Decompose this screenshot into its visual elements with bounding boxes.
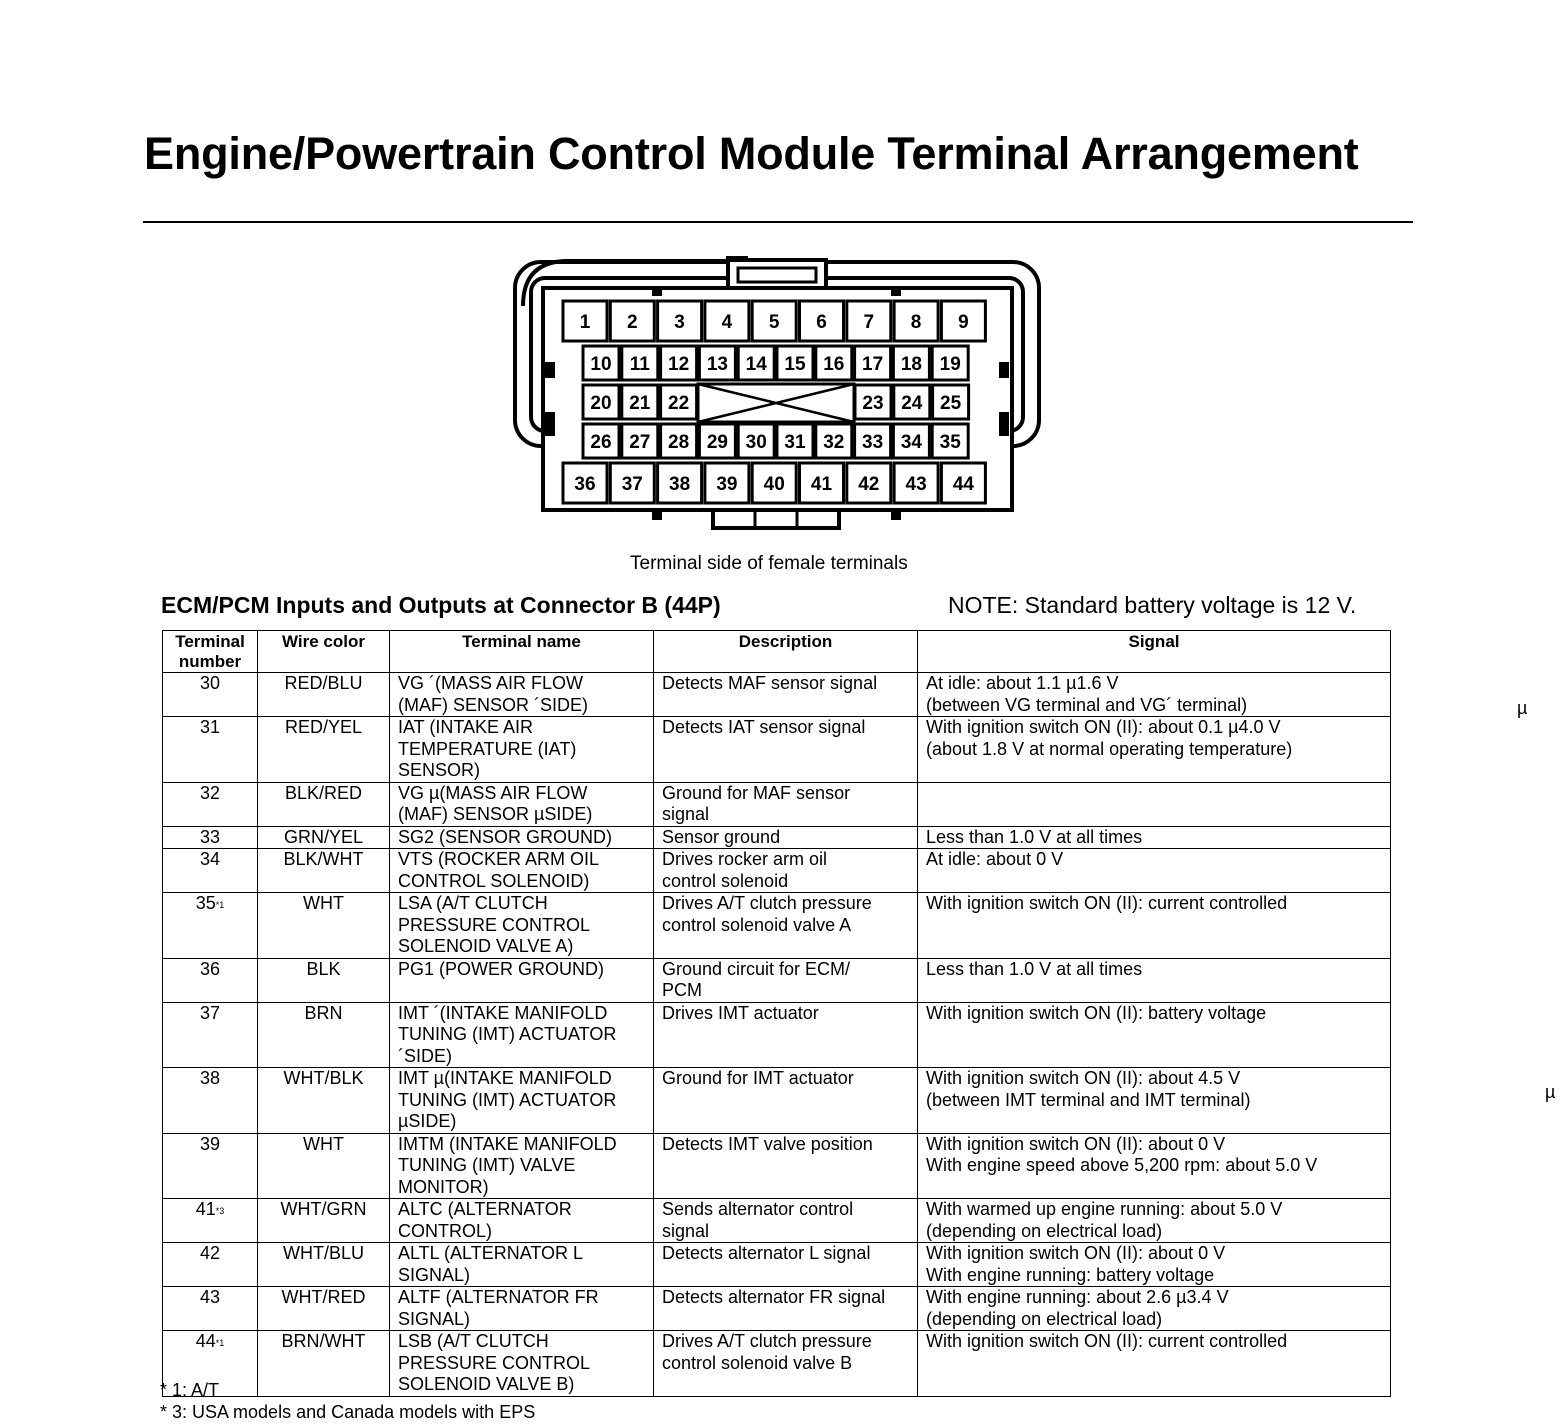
terminal-table <box>162 630 1391 1397</box>
terminal-number-cell <box>163 958 258 1002</box>
terminal-label: 32 <box>823 432 845 453</box>
header-signal: Signal <box>918 631 1391 673</box>
wire-color-cell: BLK <box>258 958 390 1002</box>
signal-cell: With ignition switch ON (II): current controlled <box>918 1331 1391 1397</box>
table-row <box>163 1002 1391 1068</box>
terminal-label: 1 <box>579 312 591 333</box>
terminal-number-cell <box>163 1002 258 1068</box>
signal-cell: Less than 1.0 V at all times <box>918 826 1391 849</box>
description-cell: Detects alternator L signal <box>654 1243 918 1287</box>
terminal-label: 22 <box>668 393 690 414</box>
title-divider <box>143 221 1413 223</box>
terminal-label: 13 <box>706 354 728 375</box>
header-description: Description <box>654 631 918 673</box>
terminal-label: 40 <box>763 474 785 495</box>
connector-latch <box>728 260 826 288</box>
terminal-number-cell <box>163 1133 258 1199</box>
terminal-label: 11 <box>629 354 650 375</box>
footnote-3: * 3: USA models and Canada models with EPS <box>160 1402 536 1422</box>
connector-diagram <box>513 256 1043 531</box>
terminal-number: 31 <box>199 717 221 737</box>
terminal-label: 44 <box>952 474 974 495</box>
terminal-number: 43 <box>199 1287 221 1307</box>
terminal-number-cell <box>163 1243 258 1287</box>
signal-cell: With ignition switch ON (II): about 4.5 V (between IMT terminal and IMT terminal) <box>918 1068 1391 1134</box>
table-row <box>163 1331 1391 1397</box>
terminal-number-cell <box>163 1068 258 1134</box>
terminal-label: 29 <box>706 432 728 453</box>
terminal-number: 42 <box>199 1243 221 1263</box>
wire-color-cell: BRN <box>258 1002 390 1068</box>
terminal-number: 36 <box>199 958 221 979</box>
terminal-label: 41 <box>810 474 833 495</box>
table-row <box>163 782 1391 826</box>
description-cell: Drives A/T clutch pressure control solenoid valve B <box>654 1331 918 1397</box>
terminal-number-cell <box>163 1287 258 1331</box>
signal-cell: With ignition switch ON (II): about 0 V With engine speed above 5,200 rpm: about 5.0 V <box>918 1133 1391 1199</box>
description-cell: Drives rocker arm oil control solenoid <box>654 849 918 893</box>
description-cell: Ground circuit for ECM/ PCM <box>654 958 918 1002</box>
terminal-label: 34 <box>900 432 922 453</box>
terminal-number-cell <box>163 1199 258 1243</box>
terminal-label: 38 <box>669 474 691 495</box>
terminal-number-cell <box>163 673 258 717</box>
terminal-label: 23 <box>862 393 884 414</box>
wire-color-cell: GRN/YEL <box>258 826 390 849</box>
wire-color-cell: WHT <box>258 893 390 959</box>
terminal-label: 19 <box>939 354 961 375</box>
terminal-label: 2 <box>627 312 638 333</box>
wire-color-cell: WHT/GRN <box>258 1199 390 1243</box>
signal-cell: With warmed up engine running: about 5.0 V (depending on electrical load) <box>918 1199 1391 1243</box>
table-row <box>163 1199 1391 1243</box>
wire-color-cell: WHT/RED <box>258 1287 390 1331</box>
terminal-label: 17 <box>862 354 884 375</box>
terminal-label: 28 <box>668 432 690 453</box>
signal-cell: With engine running: about 2.6 µ3.4 V (depending on electrical load) <box>918 1287 1391 1331</box>
header-wire-color: Wire color <box>258 631 390 673</box>
description-cell: Sensor ground <box>654 826 918 849</box>
description-cell: Detects alternator FR signal <box>654 1287 918 1331</box>
wire-color-cell: RED/YEL <box>258 717 390 783</box>
terminal-name-cell: IMT ´(INTAKE MANIFOLD TUNING (IMT) ACTUATOR ´SIDE) <box>390 1002 654 1068</box>
terminal-number-cell <box>163 782 258 826</box>
terminal-label: 39 <box>716 474 738 495</box>
signal-cell: With ignition switch ON (II): about 0 V With engine running: battery voltage <box>918 1243 1391 1287</box>
description-cell: Ground for MAF sensor signal <box>654 782 918 826</box>
terminal-number: 30 <box>199 673 221 693</box>
terminal-number: 38 <box>199 1068 221 1088</box>
signal-cell: At idle: about 0 V <box>918 849 1391 893</box>
terminal-number-cell <box>163 849 258 893</box>
terminal-name-cell: ALTC (ALTERNATOR CONTROL) <box>390 1199 654 1243</box>
terminal-name-cell: IMT µ(INTAKE MANIFOLD TUNING (IMT) ACTUATOR µSIDE) <box>390 1068 654 1134</box>
table-row <box>163 958 1391 1002</box>
terminal-label: 43 <box>905 474 927 495</box>
terminal-label: 12 <box>668 354 690 375</box>
footnote-marker: *1 <box>215 900 225 910</box>
terminal-number: 37 <box>199 1002 221 1023</box>
terminal-number-cell <box>163 717 258 783</box>
description-cell: Drives IMT actuator <box>654 1002 918 1068</box>
terminal-number: 32 <box>199 782 221 803</box>
footnote-marker: *3 <box>215 1206 225 1216</box>
terminal-number: 33 <box>199 826 221 847</box>
terminal-label: 30 <box>745 432 767 453</box>
signal-cell: With ignition switch ON (II): battery voltage <box>918 1002 1391 1068</box>
terminal-name-cell: IMTM (INTAKE MANIFOLD TUNING (IMT) VALVE MONITOR) <box>390 1133 654 1199</box>
terminal-number-cell <box>163 893 258 959</box>
wire-color-cell: BRN/WHT <box>258 1331 390 1397</box>
terminal-number: 44 <box>195 1331 216 1351</box>
terminal-name-cell: VTS (ROCKER ARM OIL CONTROL SOLENOID) <box>390 849 654 893</box>
terminal-name-cell: PG1 (POWER GROUND) <box>390 958 654 1002</box>
terminal-label: 25 <box>940 393 962 414</box>
table-row <box>163 1133 1391 1199</box>
table-row <box>163 1068 1391 1134</box>
terminal-label: 35 <box>939 432 961 453</box>
terminal-name-cell: VG ´(MASS AIR FLOW (MAF) SENSOR ´SIDE) <box>390 673 654 717</box>
terminal-number: 34 <box>199 849 221 869</box>
connector-caption: Terminal side of female terminals <box>630 553 908 574</box>
signal-cell: With ignition switch ON (II): current controlled <box>918 893 1391 959</box>
terminal-label: 20 <box>590 393 612 414</box>
terminal-label: 24 <box>901 393 923 414</box>
table-row <box>163 849 1391 893</box>
stray-mark: µ <box>1517 698 1528 718</box>
battery-note: NOTE: Standard battery voltage is 12 V. <box>948 592 1357 618</box>
terminal-label: 33 <box>862 432 884 453</box>
terminal-name-cell: LSA (A/T CLUTCH PRESSURE CONTROL SOLENOID VALVE A) <box>390 893 654 959</box>
terminal-label: 26 <box>590 432 612 453</box>
terminal-label: 37 <box>621 474 643 495</box>
terminal-label: 8 <box>910 312 922 333</box>
terminal-label: 14 <box>745 354 767 375</box>
wire-color-cell: RED/BLU <box>258 673 390 717</box>
terminal-label: 42 <box>858 474 880 495</box>
signal-cell: Less than 1.0 V at all times <box>918 958 1391 1002</box>
description-cell: Drives A/T clutch pressure control solenoid valve A <box>654 893 918 959</box>
terminal-label: 3 <box>674 312 685 333</box>
terminal-name-cell: ALTL (ALTERNATOR L SIGNAL) <box>390 1243 654 1287</box>
description-cell: Detects IAT sensor signal <box>654 717 918 783</box>
table-row <box>163 1287 1391 1331</box>
terminal-label: 16 <box>823 354 845 375</box>
terminal-name-cell: SG2 (SENSOR GROUND) <box>390 826 654 849</box>
table-header-row <box>163 631 1391 673</box>
wire-color-cell: BLK/RED <box>258 782 390 826</box>
wire-color-cell: BLK/WHT <box>258 849 390 893</box>
table-row <box>163 717 1391 783</box>
table-row <box>163 893 1391 959</box>
signal-cell <box>918 782 1391 826</box>
terminal-number: 35 <box>195 893 216 913</box>
terminal-label: 36 <box>574 474 596 495</box>
terminal-label: 7 <box>863 312 875 333</box>
terminal-number-cell <box>163 826 258 849</box>
header-terminal-number: Terminal number <box>163 631 258 673</box>
wire-color-cell: WHT <box>258 1133 390 1199</box>
table-row <box>163 1243 1391 1287</box>
wire-color-cell: WHT/BLU <box>258 1243 390 1287</box>
stray-mark: µ <box>1545 1082 1556 1102</box>
terminal-label: 27 <box>629 432 651 453</box>
footnote-marker: *1 <box>215 1338 225 1348</box>
page-title: Engine/Powertrain Control Module Terminal Arrangement <box>144 128 1359 179</box>
description-cell: Detects MAF sensor signal <box>654 673 918 717</box>
table-row <box>163 826 1391 849</box>
terminal-label: 15 <box>784 354 806 375</box>
wire-color-cell: WHT/BLK <box>258 1068 390 1134</box>
terminal-label: 21 <box>629 393 651 414</box>
terminal-label: 31 <box>784 432 806 453</box>
section-title: ECM/PCM Inputs and Outputs at Connector B (44P) <box>161 592 721 618</box>
terminal-label: 6 <box>816 312 827 333</box>
terminal-name-cell: VG µ(MASS AIR FLOW (MAF) SENSOR µSIDE) <box>390 782 654 826</box>
terminal-name-cell: ALTF (ALTERNATOR FR SIGNAL) <box>390 1287 654 1331</box>
terminal-label: 10 <box>590 354 612 375</box>
description-cell: Sends alternator control signal <box>654 1199 918 1243</box>
terminal-label: 18 <box>900 354 922 375</box>
footnote-1: * 1: A/T <box>160 1380 220 1400</box>
terminal-name-cell: IAT (INTAKE AIR TEMPERATURE (IAT) SENSOR) <box>390 717 654 783</box>
description-cell: Ground for IMT actuator <box>654 1068 918 1134</box>
table-row <box>163 673 1391 717</box>
signal-cell: At idle: about 1.1 µ1.6 V (between VG terminal and VG´ terminal) <box>918 673 1391 717</box>
terminal-number: 39 <box>199 1133 221 1154</box>
terminal-name-cell: LSB (A/T CLUTCH PRESSURE CONTROL SOLENOID VALVE B) <box>390 1331 654 1397</box>
terminal-label: 9 <box>958 312 969 333</box>
terminal-number: 41 <box>195 1199 216 1219</box>
terminal-label: 5 <box>768 312 780 333</box>
terminal-label: 4 <box>721 312 733 333</box>
header-terminal-name: Terminal name <box>390 631 654 673</box>
description-cell: Detects IMT valve position <box>654 1133 918 1199</box>
signal-cell: With ignition switch ON (II): about 0.1 µ4.0 V (about 1.8 V at normal operating temperature) <box>918 717 1391 783</box>
